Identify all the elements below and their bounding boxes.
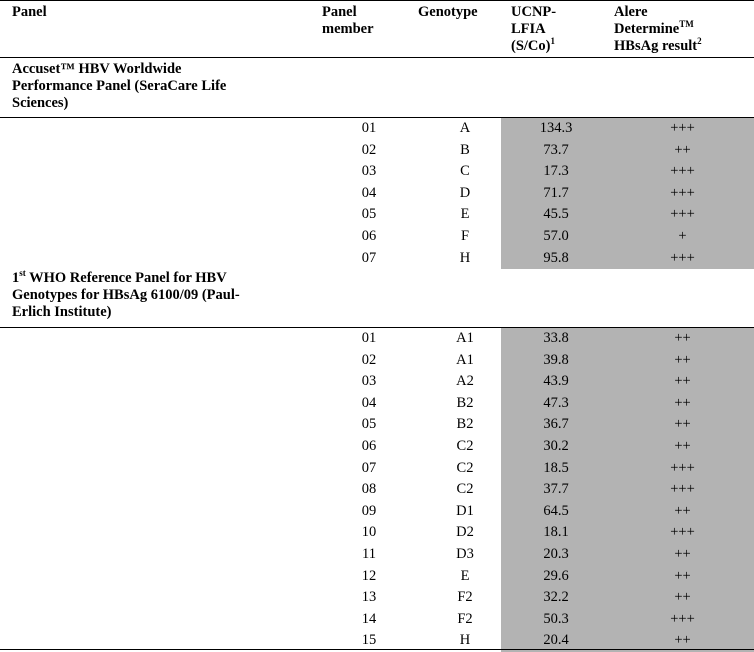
alere-result-cell: ++ — [611, 414, 754, 436]
header-genotype: Genotype — [418, 4, 478, 20]
panel-member-cell: 06 — [361, 438, 377, 454]
ucnp-lfia-value-cell: 17.3 — [501, 161, 611, 183]
table-row — [0, 501, 754, 523]
alere-result-cell: +++ — [611, 161, 754, 183]
table-row — [0, 522, 754, 544]
genotype-cell: F — [460, 228, 470, 244]
panel-member-cell: 03 — [361, 373, 377, 390]
panel-member-cell: 10 — [361, 524, 377, 541]
alere-result-cell: ++ — [611, 371, 754, 393]
panel-member-cell: 02 — [361, 141, 377, 158]
header-panel: Panel — [12, 4, 47, 20]
panel-member-cell: 07 — [361, 249, 377, 266]
genotype-cell: A — [459, 120, 471, 136]
panel-member-cell: 09 — [361, 502, 377, 519]
panel-member-cell: 11 — [362, 546, 376, 562]
panel-member-cell: 04 — [361, 394, 377, 411]
genotype-cell: D — [459, 184, 471, 201]
ucnp-lfia-value-cell: 134.3 — [501, 118, 611, 140]
ucnp-lfia-value-cell: 30.2 — [501, 436, 611, 458]
section-title-who: 1st WHO Reference Panel for HBV Genotypes for HBsAg 6100/09 (Paul- Erlich Institute) — [12, 268, 240, 320]
alere-result-cell: ++ — [611, 501, 754, 523]
panel-member-cell: 01 — [361, 120, 377, 136]
panel-member-cell: 06 — [361, 228, 377, 244]
table-row — [0, 479, 754, 501]
header-rule — [0, 57, 754, 58]
alere-result-cell: +++ — [611, 118, 754, 140]
genotype-cell: D1 — [456, 502, 474, 519]
ucnp-lfia-value-cell: 37.7 — [501, 479, 611, 501]
genotype-cell: B2 — [456, 416, 474, 433]
alere-result-cell: +++ — [611, 458, 754, 480]
genotype-cell: F2 — [457, 610, 473, 627]
panel-member-cell: 04 — [361, 184, 377, 201]
ucnp-lfia-value-cell: 33.8 — [501, 328, 611, 350]
table-row — [0, 161, 754, 183]
header-alere-determine: Alere Determine™ HBsAg result$^2$ — [614, 4, 702, 54]
alere-result-cell: ++ — [611, 328, 754, 350]
panel-member-cell: 14 — [361, 610, 377, 627]
panel-member-cell: 01 — [361, 330, 377, 346]
genotype-cell: A1 — [456, 351, 474, 368]
genotype-cell: H — [459, 632, 471, 649]
panel-member-cell: 02 — [361, 351, 377, 368]
genotype-cell: F2 — [457, 589, 473, 606]
top-rule — [0, 0, 754, 1]
ucnp-lfia-value-cell: 18.1 — [501, 522, 611, 544]
table-row — [0, 350, 754, 372]
ucnp-lfia-value-cell: 39.8 — [501, 350, 611, 372]
ucnp-lfia-value-cell: 20.4 — [501, 630, 611, 652]
ucnp-lfia-value-cell: 20.3 — [501, 544, 611, 566]
ucnp-lfia-value-cell: 32.2 — [501, 587, 611, 609]
genotype-cell: C2 — [456, 459, 474, 476]
panel-member-cell: 05 — [361, 416, 377, 433]
ucnp-lfia-value-cell: 47.3 — [501, 393, 611, 415]
ucnp-lfia-value-cell: 95.8 — [501, 248, 611, 270]
panel-member-cell: 12 — [361, 567, 377, 584]
alere-result-cell: ++ — [611, 630, 754, 652]
table-row — [0, 204, 754, 226]
panel-member-cell: 08 — [361, 481, 377, 498]
ucnp-lfia-value-cell: 73.7 — [501, 140, 611, 162]
alere-result-cell: +++ — [611, 204, 754, 226]
section-title-accuset: Accuset™ HBV Worldwide Performance Panel (SeraCare Life Sciences) — [12, 61, 227, 111]
genotype-cell: E — [460, 567, 470, 584]
table-row — [0, 183, 754, 205]
alere-result-cell: + — [611, 226, 754, 248]
ucnp-lfia-value-cell: 45.5 — [501, 204, 611, 226]
table-row — [0, 118, 754, 140]
panel-member-cell: 15 — [361, 632, 377, 649]
table-row — [0, 371, 754, 393]
ucnp-lfia-value-cell: 57.0 — [501, 226, 611, 248]
genotype-cell: C — [460, 163, 470, 180]
table-row — [0, 458, 754, 480]
table-row — [0, 393, 754, 415]
genotype-cell: E — [460, 206, 470, 223]
genotype-cell: D2 — [456, 524, 474, 541]
header-panel-member: Panel member — [322, 4, 374, 37]
table-row — [0, 587, 754, 609]
alere-result-cell: +++ — [611, 479, 754, 501]
genotype-cell: A1 — [456, 330, 474, 346]
ucnp-lfia-value-cell: 29.6 — [501, 566, 611, 588]
ucnp-lfia-value-cell: 50.3 — [501, 609, 611, 631]
alere-result-cell: ++ — [611, 140, 754, 162]
alere-result-cell: ++ — [611, 587, 754, 609]
header-ucnp-lfia: UCNP- LFIA $(S/Co)^1$ — [511, 4, 557, 54]
panel-member-cell: 05 — [361, 206, 377, 223]
panel-member-cell: 07 — [361, 459, 377, 476]
table-row — [0, 140, 754, 162]
table-row — [0, 566, 754, 588]
ucnp-lfia-value-cell: 36.7 — [501, 414, 611, 436]
alere-result-cell: +++ — [611, 609, 754, 631]
alere-result-cell: ++ — [611, 350, 754, 372]
alere-result-cell: ++ — [611, 566, 754, 588]
alere-result-cell: +++ — [611, 522, 754, 544]
alere-result-cell: ++ — [611, 436, 754, 458]
table-row — [0, 328, 754, 350]
bottom-rule — [0, 649, 754, 650]
genotype-cell: C2 — [456, 438, 474, 454]
ucnp-lfia-value-cell: 64.5 — [501, 501, 611, 523]
table-row — [0, 436, 754, 458]
table-row — [0, 544, 754, 566]
panel-member-cell: 13 — [361, 589, 377, 606]
ucnp-lfia-value-cell: 43.9 — [501, 371, 611, 393]
alere-result-cell: ++ — [611, 544, 754, 566]
genotype-cell: C2 — [456, 481, 474, 498]
alere-result-cell: +++ — [611, 183, 754, 205]
genotype-cell: H — [459, 249, 471, 266]
table-row — [0, 226, 754, 248]
genotype-cell: B — [460, 141, 470, 158]
panel-member-cell: 03 — [361, 163, 377, 180]
alere-result-cell: +++ — [611, 248, 754, 270]
table-row — [0, 609, 754, 631]
genotype-cell: B2 — [456, 394, 474, 411]
ucnp-lfia-value-cell: 71.7 — [501, 183, 611, 205]
table-row — [0, 248, 754, 270]
table-row — [0, 414, 754, 436]
ucnp-lfia-value-cell: 18.5 — [501, 458, 611, 480]
alere-result-cell: ++ — [611, 393, 754, 415]
genotype-cell: D3 — [456, 546, 474, 562]
genotype-cell: A2 — [456, 373, 474, 390]
